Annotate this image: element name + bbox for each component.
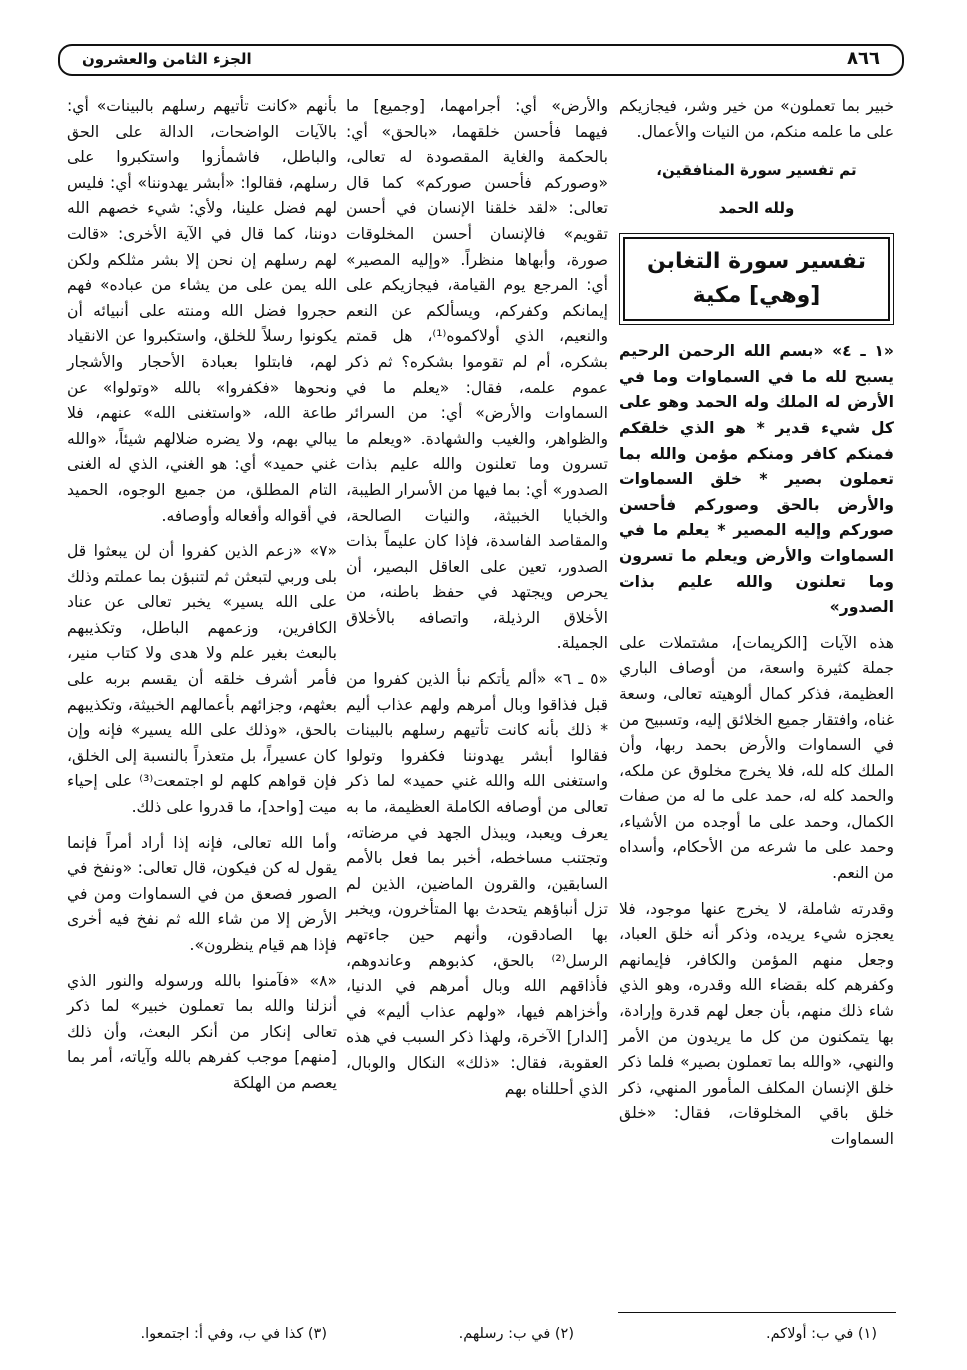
surah-subtitle: [وهي] مكية [692,283,821,309]
paragraph: وقدرته شاملة، لا يخرج عنها موجود، فلا يعجزه شيء يريده، وذكر أنه خلق العباد، وجعل منهم المؤمن والكافر، فإيمانهم وكفرهم كله بقضاء الله وقدره، وهو الذي شاء ذلك منهم، بأن جعل لهم قدرة وإرادة، بها يتمكنون من كل ما يريدون من الأمر والنهي، «والله بما تعملون بصير» فلما ذكر خلق الإنسان المكلف المأمور المنهي، ذكر خلق باقي المخلوقات، فقال: «خلق السماوات [619,899,894,1148]
juz-title: الجزء الثامن والعشرون [82,50,252,68]
paragraph: «٨» «فآمنوا بالله ورسوله والنور الذي أنزلنا والله بما تعملون خبير» لما ذكر تعالى إنكار من أنكر البعث، وأن ذلك [منهم] موجب كفرهم بالله وآياته، أمر بما يعصم من الهلكة [67,971,337,1092]
paragraph: خبير بما تعملون» من خير وشر، فيجازيكم على ما علمه منكم، من النيات والأعمال. [619,97,894,141]
paragraph: هذه الآيات [الكريمات]، مشتملات على جملة كثيرة واسعة، من أوصاف الباري العظيمة، فذكر كمال ألوهيته تعالى، وسعة غناه، وافتقار جميع الخلائق إليه، وتسبيح من في السماوات والأرض بحمد ربها، وأن الملك كله لله، فلا يخرج مخلوق عن ملكه، والحمد كله له، حمد على ما له من صفات الكمال، وحمد على ما أوجده من الأشياء، وحمد على ما شرعه من الأحكام، وأسداه من النعم. [619,633,894,883]
surah-title-box [623,237,890,321]
paragraph: «٧» «زعم الذين كفروا أن لن يبعثوا قل بلى وربي لتبعثن ثم لتنبؤن بما عملتم وذلك على الله يسير» يخبر تعالى عن عناد الكافرين، وزعمهم الباطل، وتكذيبهم بالبعث بغير علم ولا هدى ولا كتاب منير، فأمر أشرف خلقه أن يقسم بربه على بعثهم، وجزائهم بأعمالهم الخبيثة، وتكذيبهم بالحق، «وذلك على الله يسير» فإنه وإن كان عسيراً، بل متعذراً بالنسبة إلى الخلق، فإن قواهم كلهم لو اجتمعت⁽³⁾ على إحياء ميت [واحد]، ما قدروا على ذلك. [67,542,337,817]
paragraph: والأرض» أي: أجرامهما، [وجميع] ما فيهما فأحسن خلقهما، «بالحق» أي: بالحكمة والغاية المقصودة له تعالى، «وصوركم فأحسن صوركم» كما قال تعالى: «لقد خلقنا الإنسان في أحسن تقويم» فالإنسان أحسن المخلوقات صورة، وأبهاها منظراً. «وإليه المصير» أي: المرجع يوم القيامة، فيجازيكم على إيمانكم وكفركم، ويسألكم عن النعم والنعيم، الذي أولاكموه⁽¹⁾، هل قمتم بشكره، أم لم تقوموا بشكره؟ ثم ذكر عموم علمه، فقال: «يعلم ما في السماوات والأرض» أي: من السرائر والظواهر، والغيب والشهادة. «ويعلم ما تسرون وما تعلنون والله عليم بذات الصدور» أي: بما فيها من الأسرار الطيبة، والخبايا الخبيثة، والنيات الصالحة، والمقاصد الفاسدة، فإذا كان عليماً بذات الصدور، تعين على العاقل البصير، أن يحرص ويجتهد في حفظ باطنه، من الأخلاق الرذيلة، واتصافه بالأخلاق الجميلة. [346,97,608,653]
footnote-2: (٢) في ب: رسلهم. [458,1326,574,1342]
footnote-3: (٣) كذا في ب، وفي أ: اجتمعوا. [140,1326,327,1342]
surah-end-note-line1: تم تفسير سورة المنافقين، [656,161,857,180]
footnote-divider [618,1312,896,1313]
paragraph: «٥ ـ ٦» «ألم يأتكم نبأ الذين كفروا من قبل فذاقوا وبال أمرهم ولهم عذاب أليم * ذلك بأنه كانت تأتيهم رسلهم بالبينات فقالوا أبشر يهدوننا فكفروا وتولوا واستغنى الله والله غني حميد» لما ذكر تعالى من أوصافه الكاملة العظيمة، ما به يعرف ويعبد، ويبذل الجهد في مرضاته، وتجتنب مساخطه، أخبر بما فعل بالأمم السابقين، والقرون الماضين، الذين لم تزل أنباؤهم يتحدث بها المتأخرون، ويخبر بها الصادقون، وأنهم حين جاءتهم الرسل⁽²⁾ بالحق، كذبوهم وعاندوهم، فأذاقهم الله وبال أمرهم في الدنيا، وأخزاهم فيها، «ولهم عذاب أليم» في [الدار] الآخرة، ولهذا ذكر السبب في هذه العقوبة، فقال: «ذلك» النكال والوبال، الذي أحللناه بهم [346,670,609,1098]
paragraph: بأنهم «كانت تأتيهم رسلهم بالبينات» أي: بالآيات الواضحات، الدالة على الحق والباطل، فاشمأزوا واستكبروا على رسلهم، فقالوا: «أبشر يهدوننا» أي: فليس لهم فضل علينا، ولأي: شيء خصهم الله دوننا، كما قال في الآية الأخرى: «قالت لهم رسلهم إن نحن إلا بشر مثلكم ولكن الله يمن على من يشاء من عباده» فهم حجروا فضل الله ومنته على أنبيائه أن يكونوا رسلاً للخلق، واستكبروا عن الانقياد لهم، فابتلوا بعبادة الأحجار والأشجار ونحوها «فكفروا» بالله «وتولوا» عن طاعة الله، «واستغنى الله» عنهم، فلا يبالي بهم، ولا يضره ضلالهم شيئاً، «والله غني حميد» أي: هو الغني، الذي له الغنى التام المطلق، من جميع الوجوه، الحميد في أقواله وأفعاله وأوصافه. [67,97,337,525]
paragraph: وأما الله تعالى، فإنه إذا أراد أمراً فإنما يقول له كن فيكون، قال تعالى: «ونفخ في الصور فصعق من في السماوات ومن في الأرض إلا من شاء الله ثم نفخ فيه أخرى فإذا هم قيام ينظرون». [67,833,337,954]
surah-end-note-line2: ولله الحمد [718,199,795,218]
surah-title: تفسير سورة التغابن [646,249,867,275]
column-right [619,94,894,1163]
verse-block: «١ ـ ٤» «بسم الله الرحمن الرحيم يسبح لله ما في السماوات وما في الأرض له الملك وله الحمد وهو على كل شيء قدير * هو الذي خلقكم فمنكم كافر ومنكم مؤمن والله بما تعملون بصير * خلق السماوات والأرض بالحق وصوركم فأحسن صوركم وإليه المصير * يعلم ما في السماوات والأرض ويعلم ما تسرون وما تعلنون والله عليم بذات الصدور» [619,342,894,617]
page-number: ٨٦٦ [847,48,880,69]
column-left [67,94,337,1107]
footnote-1: (١) في ب: أولاكم. [766,1326,877,1342]
running-header [58,44,904,76]
column-middle [346,94,608,1112]
